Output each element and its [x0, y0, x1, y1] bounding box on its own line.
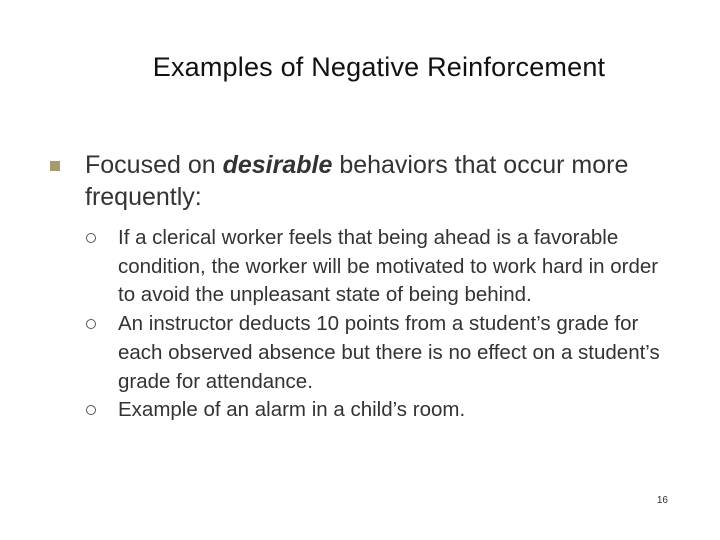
sub-point-text: Example of an alarm in a child’s room.	[118, 398, 466, 422]
circle-bullet-icon	[86, 233, 96, 243]
main-point	[85, 149, 685, 213]
sub-point	[86, 310, 666, 396]
circle-bullet-icon	[86, 405, 96, 415]
sub-point	[86, 224, 666, 310]
circle-bullet-icon	[86, 319, 96, 329]
main-point-emphasis: desirable	[222, 151, 333, 179]
main-point-text-before: Focused on	[85, 151, 223, 179]
sub-point	[86, 396, 666, 425]
sub-point-text: If a clerical worker feels that being ahead is a favorable condition, the worker will be motivated to work hard in order to avoid the unpleasant state of being behind.	[118, 226, 659, 307]
page-number: 16	[656, 495, 668, 506]
main-point-text-after: behaviors that occur more frequently:	[85, 151, 629, 211]
sub-point-list	[86, 224, 666, 425]
slide-title: Examples of Negative Reinforcement	[152, 52, 606, 82]
square-bullet-icon	[50, 161, 60, 171]
sub-point-text: An instructor deducts 10 points from a student’s grade for each observed absence but there is no effect on a student’s grade for attendance.	[118, 312, 660, 393]
